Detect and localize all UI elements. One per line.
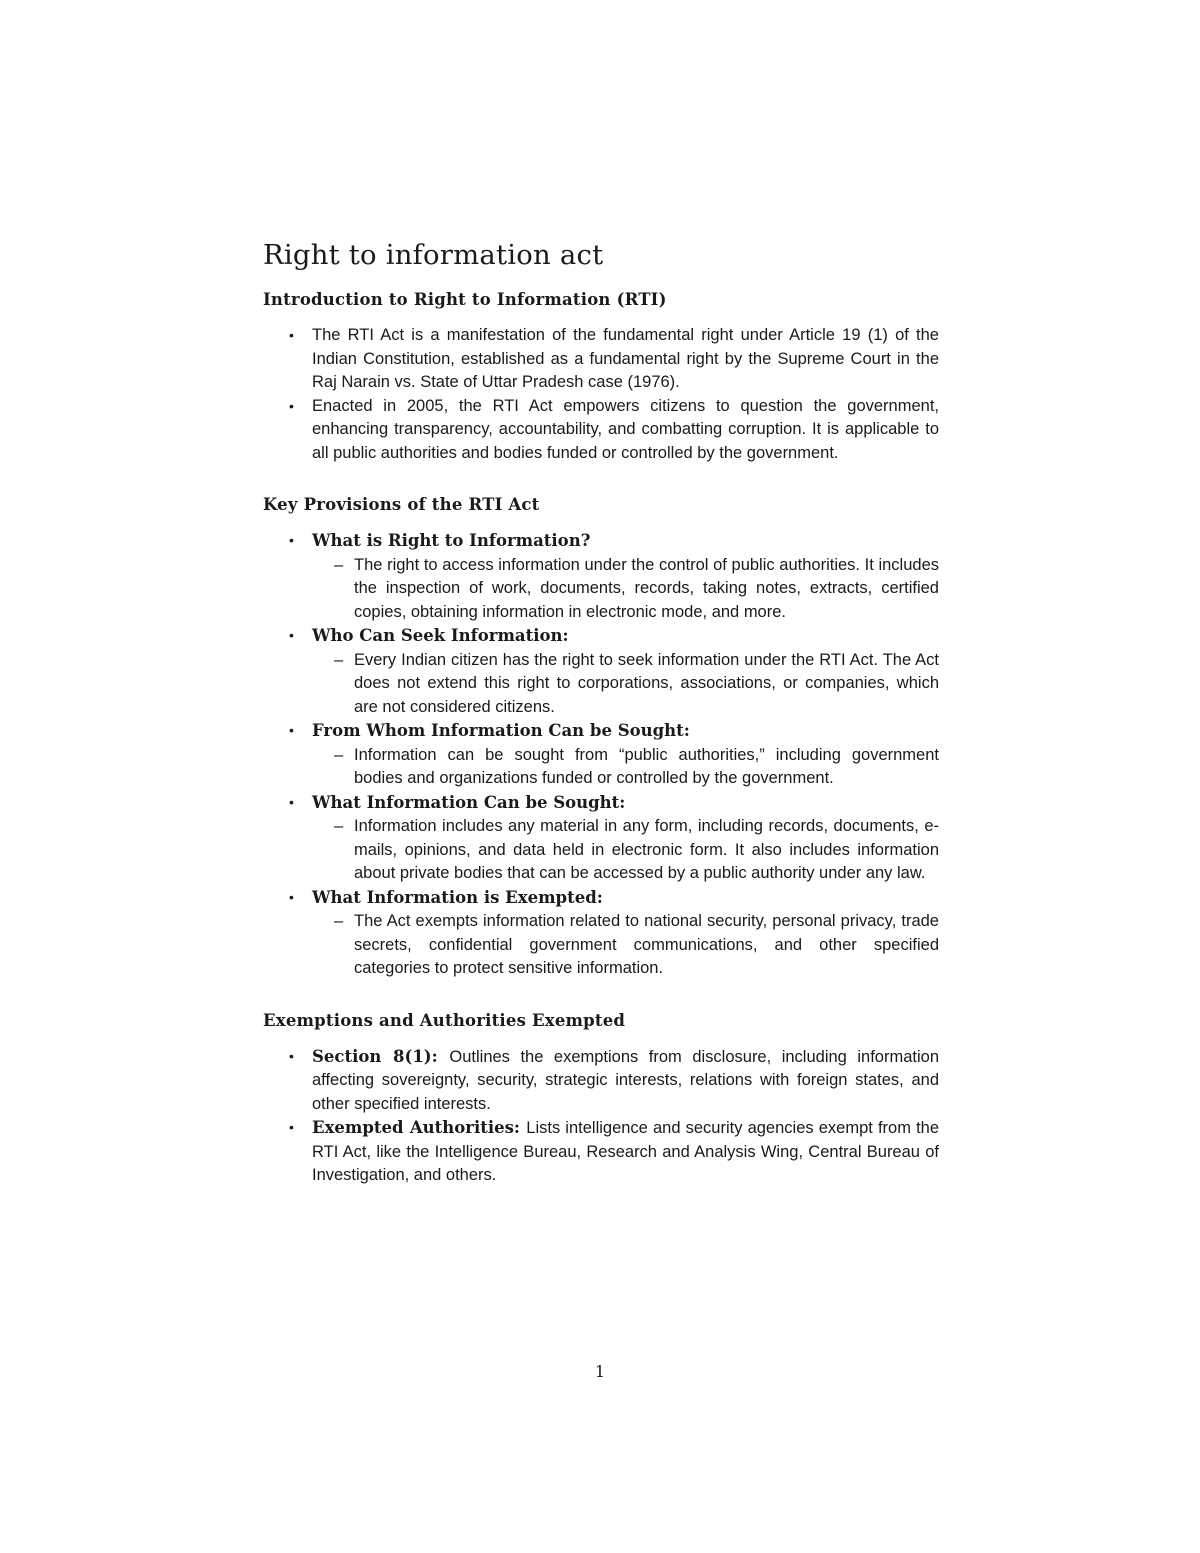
sub-list-item-text: Every Indian citizen has the right to seek information under the RTI Act. The Act does not extend this right to corporations, associations, or companies, which are not considered citizens.	[354, 650, 939, 716]
dash-icon: –	[334, 912, 344, 930]
sub-list	[312, 554, 939, 625]
sub-list-item	[312, 554, 939, 625]
list-item	[263, 1045, 939, 1117]
bullet-icon: •	[289, 722, 294, 738]
list-item-text: The RTI Act is a manifestation of the fundamental right under Article 19 (1) of the Indian Constitution, established as a fundamental right by the Supreme Court in the Raj Narain vs. State of Uttar Pradesh case (1976).	[312, 326, 939, 391]
sub-list-item	[312, 744, 939, 791]
section-heading-introduction: Introduction to Right to Information (RTI)	[263, 290, 667, 309]
section-heading-key-provisions: Key Provisions of the RTI Act	[263, 495, 540, 514]
list-item	[263, 529, 939, 624]
sub-list-item-text: The Act exempts information related to national security, personal privacy, trade secrets, confidential government communications, and other specified categories to protect sensitive information.	[354, 912, 939, 977]
sub-list-item	[312, 910, 939, 981]
document-body	[263, 234, 939, 1188]
bullet-icon: •	[289, 793, 294, 810]
sub-list-item-text: The right to access information under the control of public authorities. It includes the inspection of work, documents, records, taking notes, extracts, certified copies, obtaining information in electronic mode, and more.	[354, 555, 939, 621]
list-item-label: What Information is Exempted:	[312, 887, 603, 907]
list-item	[263, 719, 939, 791]
list-item	[263, 324, 939, 395]
sub-list-item	[312, 649, 939, 720]
list-item-text: Outlines the exemptions from disclosure, including information affecting sovereignty, security, strategic interests, relations with foreign states, and other specified interests.	[312, 1047, 939, 1113]
sub-list-item-text: Information can be sought from “public authorities,” including government bodies and organizations funded or controlled by the government.	[354, 745, 939, 787]
list-item-label: What Information Can be Sought:	[312, 792, 626, 812]
sub-list	[312, 815, 939, 886]
list-item	[263, 791, 939, 886]
section-exemptions	[263, 1009, 939, 1188]
list-item	[263, 395, 939, 466]
bullet-icon: •	[289, 627, 294, 643]
sub-list	[312, 910, 939, 981]
bullet-icon: •	[289, 888, 294, 905]
bullet-icon: •	[289, 532, 294, 548]
section-heading-exemptions: Exemptions and Authorities Exempted	[263, 1010, 626, 1030]
bullet-icon: •	[289, 1119, 294, 1135]
document-title: Right to information act	[263, 239, 604, 271]
sub-list-item-text: Information includes any material in any form, including records, documents, e-mails, opinions, and data held in electronic form. It also includes information about private bodies that can be accessed by a public authority under any law.	[354, 817, 939, 882]
list-item	[263, 1116, 939, 1188]
bullet-icon: •	[289, 1047, 294, 1064]
sub-list-item	[312, 815, 939, 886]
bullet-list	[263, 529, 939, 981]
section-introduction	[263, 288, 939, 465]
dash-icon: –	[334, 555, 344, 574]
sub-list	[312, 744, 939, 791]
list-item	[263, 886, 939, 981]
dash-icon: –	[334, 817, 344, 835]
dash-icon: –	[334, 745, 344, 764]
list-item-label: Exempted Authorities:	[312, 1118, 527, 1137]
bullet-icon: •	[289, 397, 294, 414]
list-item-label: Section 8(1):	[312, 1046, 450, 1066]
list-item-text: Enacted in 2005, the RTI Act empowers citizens to question the government, enhancing transparency, accountability, and combatting corruption. It is applicable to all public authorities and bodies funded or controlled by the government.	[312, 396, 939, 462]
section-key-provisions	[263, 493, 939, 981]
list-item	[263, 624, 939, 719]
list-item-label: From Whom Information Can be Sought:	[312, 721, 690, 740]
list-item-label: What is Right to Information?	[312, 531, 591, 550]
page-number: 1	[594, 1362, 606, 1381]
sub-list	[312, 649, 939, 720]
bullet-list	[263, 324, 939, 465]
dash-icon: –	[334, 650, 344, 669]
bullet-icon: •	[289, 327, 294, 343]
list-item-text: Lists intelligence and security agencies exempt from the RTI Act, like the Intelligence Bureau, Research and Analysis Wing, Central Bureau of Investigation, and others.	[312, 1119, 940, 1184]
list-item-label: Who Can Seek Information:	[312, 626, 569, 645]
bullet-list	[263, 1045, 939, 1188]
